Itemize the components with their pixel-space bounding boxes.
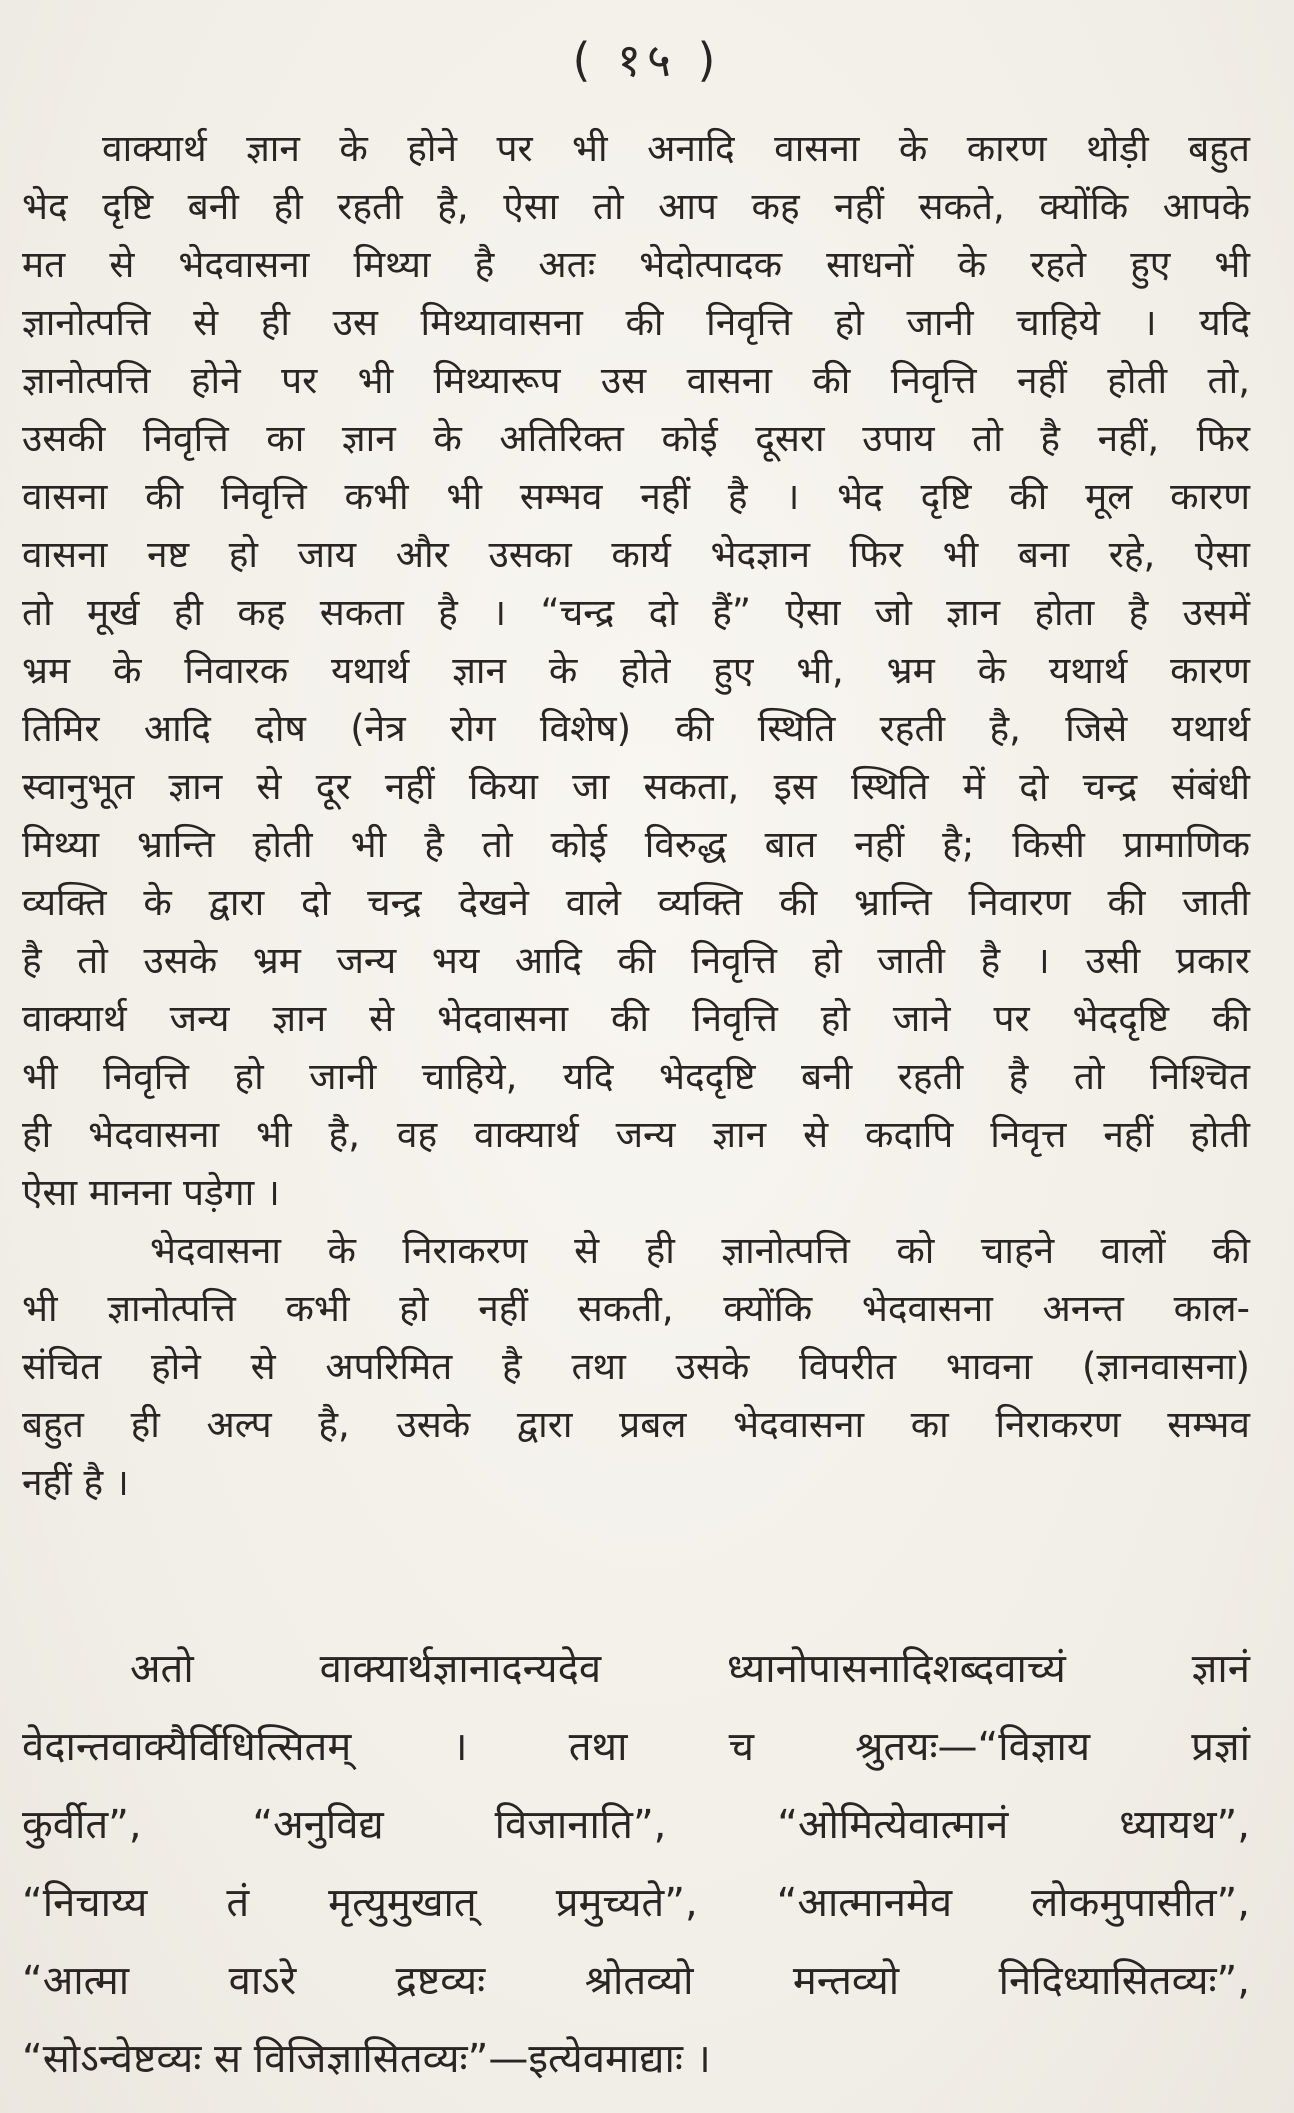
text-line: भी ज्ञानोत्पत्ति कभी हो नहीं सकती, क्योंकि भेदवासना अनन्त काल- (22, 1287, 1250, 1330)
text-line: वासना की निवृत्ति कभी भी सम्भव नहीं है । भेद दृष्टि की मूल कारण (22, 475, 1250, 518)
text-line: उसकी निवृत्ति का ज्ञान के अतिरिक्त कोई दूसरा उपाय तो है नहीं, फिर (22, 417, 1250, 460)
page-number: ( १५ ) (572, 33, 722, 87)
text-line: वाक्यार्थ ज्ञान के होने पर भी अनादि वासना के कारण थोड़ी बहुत (102, 127, 1250, 170)
text-line: मत से भेदवासना मिथ्या है अतः भेदोत्पादक साधनों के रहते हुए भी (22, 243, 1250, 286)
sanskrit-line: कुर्वीत”, “अनुविद्य विजानाति”, “ओमित्येवात्मानं ध्यायथ”, (22, 1802, 1250, 1848)
text-line: बहुत ही अल्प है, उसके द्वारा प्रबल भेदवासना का निराकरण सम्भव (22, 1403, 1250, 1446)
text-line: नहीं है । (22, 1461, 129, 1504)
text-line: है तो उसके भ्रम जन्य भय आदि की निवृत्ति हो जाती है । उसी प्रकार (22, 939, 1250, 982)
text-line: भी निवृत्ति हो जानी चाहिये, यदि भेददृष्टि बनी रहती है तो निश्चित (22, 1055, 1250, 1098)
hindi-commentary (22, 120, 1250, 1512)
text-line: ज्ञानोत्पत्ति होने पर भी मिथ्यारूप उस वासना की निवृत्ति नहीं होती तो, (22, 359, 1250, 402)
sanskrit-line: “आत्मा वाऽरे द्रष्टव्यः श्रोतव्यो मन्तव्यो निदिध्यासितव्यः”, (22, 1958, 1250, 2004)
text-line: व्यक्ति के द्वारा दो चन्द्र देखने वाले व्यक्ति की भ्रान्ति निवारण की जाती (22, 881, 1250, 924)
text-line: ज्ञानोत्पत्ति से ही उस मिथ्यावासना की निवृत्ति हो जानी चाहिये । यदि (22, 301, 1250, 344)
text-line: तिमिर आदि दोष (नेत्र रोग विशेष) की स्थिति रहती है, जिसे यथार्थ (22, 707, 1250, 750)
text-line: ऐसा मानना पड़ेगा । (22, 1171, 280, 1214)
sanskrit-passage (22, 1630, 1250, 2098)
text-line: ही भेदवासना भी है, वह वाक्यार्थ जन्य ज्ञान से कदापि निवृत्त नहीं होती (22, 1113, 1250, 1156)
text-line: भ्रम के निवारक यथार्थ ज्ञान के होते हुए भी, भ्रम के यथार्थ कारण (22, 649, 1250, 692)
text-line: भेदवासना के निराकरण से ही ज्ञानोत्पत्ति को चाहने वालों की (150, 1229, 1250, 1272)
text-line: वासना नष्ट हो जाय और उसका कार्य भेदज्ञान फिर भी बना रहे, ऐसा (22, 533, 1250, 576)
text-line: तो मूर्ख ही कह सकता है । “चन्द्र दो हैं” ऐसा जो ज्ञान होता है उसमें (22, 591, 1250, 634)
text-line: मिथ्या भ्रान्ति होती भी है तो कोई विरुद्ध बात नहीं है; किसी प्रामाणिक (22, 823, 1250, 866)
sanskrit-line: “सोऽन्वेष्टव्यः स विजिज्ञासितव्यः”—इत्येवमाद्याः । (22, 2036, 711, 2082)
text-line: स्वानुभूत ज्ञान से दूर नहीं किया जा सकता, इस स्थिति में दो चन्द्र संबंधी (22, 765, 1250, 808)
sanskrit-line: अतो वाक्यार्थज्ञानादन्यदेव ध्यानोपासनादिशब्दवाच्यं ज्ञानं (130, 1646, 1250, 1692)
sanskrit-line: वेदान्तवाक्यैर्विधित्सितम् । तथा च श्रुतयः—“विज्ञाय प्रज्ञां (22, 1724, 1250, 1770)
text-line: संचित होने से अपरिमित है तथा उसके विपरीत भावना (ज्ञानवासना) (22, 1345, 1250, 1388)
text-line: भेद दृष्टि बनी ही रहती है, ऐसा तो आप कह नहीं सकते, क्योंकि आपके (22, 185, 1250, 228)
text-line: वाक्यार्थ जन्य ज्ञान से भेदवासना की निवृत्ति हो जाने पर भेददृष्टि की (22, 997, 1250, 1040)
sanskrit-line: “निचाय्य तं मृत्युमुखात् प्रमुच्यते”, “आत्मानमेव लोकमुपासीत”, (22, 1880, 1250, 1926)
